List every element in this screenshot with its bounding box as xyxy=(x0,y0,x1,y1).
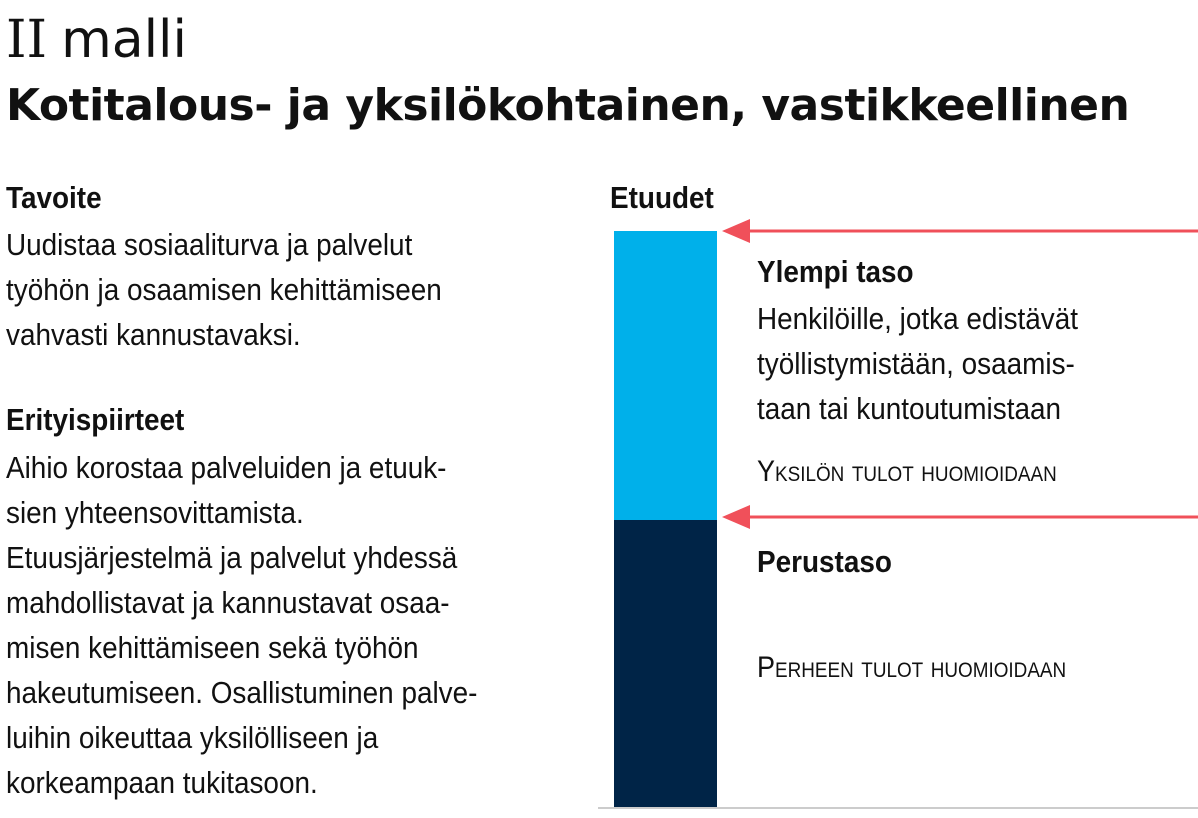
upper-level-text xyxy=(757,296,1114,431)
model-word: malli xyxy=(61,10,187,70)
features-line: Etuusjärjestelmä ja palvelut yhdessä xyxy=(6,540,458,575)
upper-level-income-note: Yksilön tulot huomioidaan xyxy=(757,455,1057,488)
upper-level-bar xyxy=(614,231,717,520)
basic-level-income-note: Perheen tulot huomioidaan xyxy=(757,651,1067,684)
features-line: Aihio korostaa palveluiden ja etuuk- xyxy=(6,450,447,485)
features-line: hakeutumiseen. Osallistuminen palve- xyxy=(6,675,478,710)
upper-level-heading: Ylempi taso xyxy=(757,254,914,289)
upper-level-line: Henkilöille, jotka edistävät xyxy=(757,301,1079,336)
upper-level-line: työllistymistään, osaamis- xyxy=(757,346,1075,381)
baseline xyxy=(598,807,1198,809)
upper-level-arrow-icon xyxy=(722,217,1198,245)
basic-level-bar xyxy=(614,520,717,808)
features-line: korkeampaan tukitasoon. xyxy=(6,765,318,800)
basic-level-heading: Perustaso xyxy=(757,544,892,579)
goal-line: työhön ja osaamisen kehittämiseen xyxy=(6,272,442,307)
goal-text xyxy=(6,222,490,357)
bar-label: Etuudet xyxy=(610,180,714,215)
features-line: misen kehittämiseen sekä työhön xyxy=(6,630,419,665)
features-text xyxy=(6,445,530,805)
upper-level-line: taan tai kuntoutumistaan xyxy=(757,391,1062,426)
features-line: sien yhteensovittamista. xyxy=(6,495,304,530)
goal-heading: Tavoite xyxy=(6,180,102,215)
model-title xyxy=(6,10,187,70)
features-heading: Erityispiirteet xyxy=(6,402,185,437)
goal-line: vahvasti kannustavaksi. xyxy=(6,317,301,352)
goal-line: Uudistaa sosiaaliturva ja palvelut xyxy=(6,227,413,262)
basic-level-arrow-icon xyxy=(722,503,1198,531)
features-line: luihin oikeuttaa yksilölliseen ja xyxy=(6,720,379,755)
features-line: mahdollistavat ja kannustavat osaa- xyxy=(6,585,450,620)
model-number: II xyxy=(6,10,48,70)
model-subtitle: Kotitalous- ja yksilökohtainen, vastikkeellinen xyxy=(6,80,1130,131)
